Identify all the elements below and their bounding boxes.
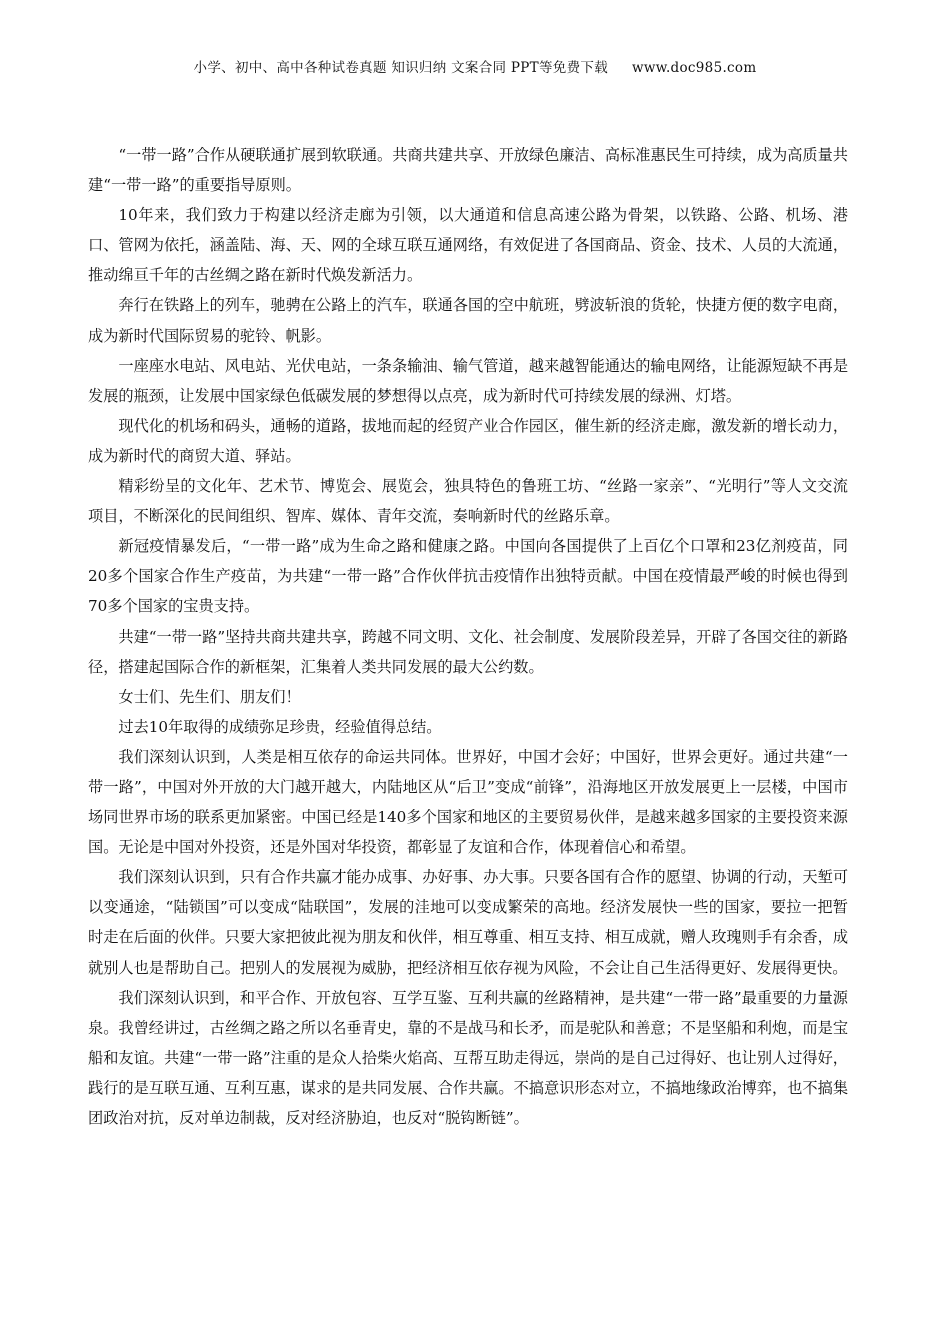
paragraph: 我们深刻认识到，人类是相互依存的命运共同体。世界好，中国才会好；中国好，世界会更好。通过共建“一带一路”，中国对外开放的大门越开越大，内陆地区从“后卫”变成“前锋”，沿海地区开放发展更上一层楼，中国市场同世界市场的联系更加紧密。中国已经是140多个国家和地区的主要贸易伙伴，是越来越多国家的主要投资来源国。无论是中国对外投资，还是外国对华投资，都彰显了友谊和合作，体现着信心和希望。 <box>88 747 848 857</box>
paragraph: 女士们、先生们、朋友们！ <box>118 687 301 706</box>
page-header <box>0 56 950 76</box>
header-text: 小学、初中、高中各种试卷真题 知识归纳 文案合同 PPT等免费下载 <box>193 60 608 76</box>
paragraph: 一座座水电站、风电站、光伏电站，一条条输油、输气管道，越来越智能通达的输电网络，让能源短缺不再是发展的瓶颈，让发展中国家绿色低碳发展的梦想得以点亮，成为新时代可持续发展的绿洲、灯塔。 <box>88 356 848 405</box>
paragraph: 现代化的机场和码头，通畅的道路，拔地而起的经贸产业合作园区，催生新的经济走廊，激发新的增长动力，成为新时代的商贸大道、驿站。 <box>88 416 848 465</box>
paragraph: 我们深刻认识到，只有合作共赢才能办成事、办好事、办大事。只要各国有合作的愿望、协调的行动，天堑可以变通途，“陆锁国”可以变成“陆联国”，发展的洼地可以变成繁荣的高地。经济发展快一些的国家，要拉一把暂时走在后面的伙伴。只要大家把彼此视为朋友和伙伴，相互尊重、相互支持、相互成就，赠人玫瑰则手有余香，成就别人也是帮助自己。把别人的发展视为威胁，把经济相互依存视为风险，不会让自己生活得更好、发展得更快。 <box>88 868 848 977</box>
paragraph: 新冠疫情暴发后，“一带一路”成为生命之路和健康之路。中国向各国提供了上百亿个口罩和23亿剂疫苗，同20多个国家合作生产疫苗，为共建“一带一路”合作伙伴抗击疫情作出独特贡献。中国在疫情最严峻的时候也得到70多个国家的宝贵支持。 <box>88 537 848 616</box>
paragraph: 精彩纷呈的文化年、艺术节、博览会、展览会，独具特色的鲁班工坊、“丝路一家亲”、“光明行”等人文交流项目，不断深化的民间组织、智库、媒体、青年交流，奏响新时代的丝路乐章。 <box>88 477 848 526</box>
paragraph: 共建“一带一路”坚持共商共建共享，跨越不同文明、文化、社会制度、发展阶段差异，开辟了各国交往的新路径，搭建起国际合作的新框架，汇集着人类共同发展的最大公约数。 <box>88 627 848 676</box>
paragraph: “一带一路”合作从硬联通扩展到软联通。共商共建共享、开放绿色廉洁、高标准惠民生可持续，成为高质量共建“一带一路”的重要指导原则。 <box>88 146 848 195</box>
paragraph: 过去10年取得的成绩弥足珍贵，经验值得总结。 <box>118 717 442 736</box>
paragraph: 我们深刻认识到，和平合作、开放包容、互学互鉴、互利共赢的丝路精神，是共建“一带一路”最重要的力量源泉。我曾经讲过，古丝绸之路之所以名垂青史，靠的不是战马和长矛，而是驼队和善意；不是坚船和利炮，而是宝船和友谊。共建“一带一路”注重的是众人拾柴火焰高、互帮互助走得远，崇尚的是自己过得好、也让别人过得好，践行的是互联互通、互利互惠，谋求的是共同发展、合作共赢。不搞意识形态对立，不搞地缘政治博弈，也不搞集团政治对抗，反对单边制裁，反对经济胁迫，也反对“脱钩断链”。 <box>88 988 848 1127</box>
header-site-link[interactable]: www.doc985.com <box>632 60 757 76</box>
document-body <box>88 140 848 1133</box>
paragraph: 10年来，我们致力于构建以经济走廊为引领，以大通道和信息高速公路为骨架，以铁路、公路、机场、港口、管网为依托，涵盖陆、海、天、网的全球互联互通网络，有效促进了各国商品、资金、技术、人员的大流通，推动绵亘千年的古丝绸之路在新时代焕发新活力。 <box>88 206 848 285</box>
paragraph: 奔行在铁路上的列车，驰骋在公路上的汽车，联通各国的空中航班，劈波斩浪的货轮，快捷方便的数字电商，成为新时代国际贸易的驼铃、帆影。 <box>88 296 848 345</box>
